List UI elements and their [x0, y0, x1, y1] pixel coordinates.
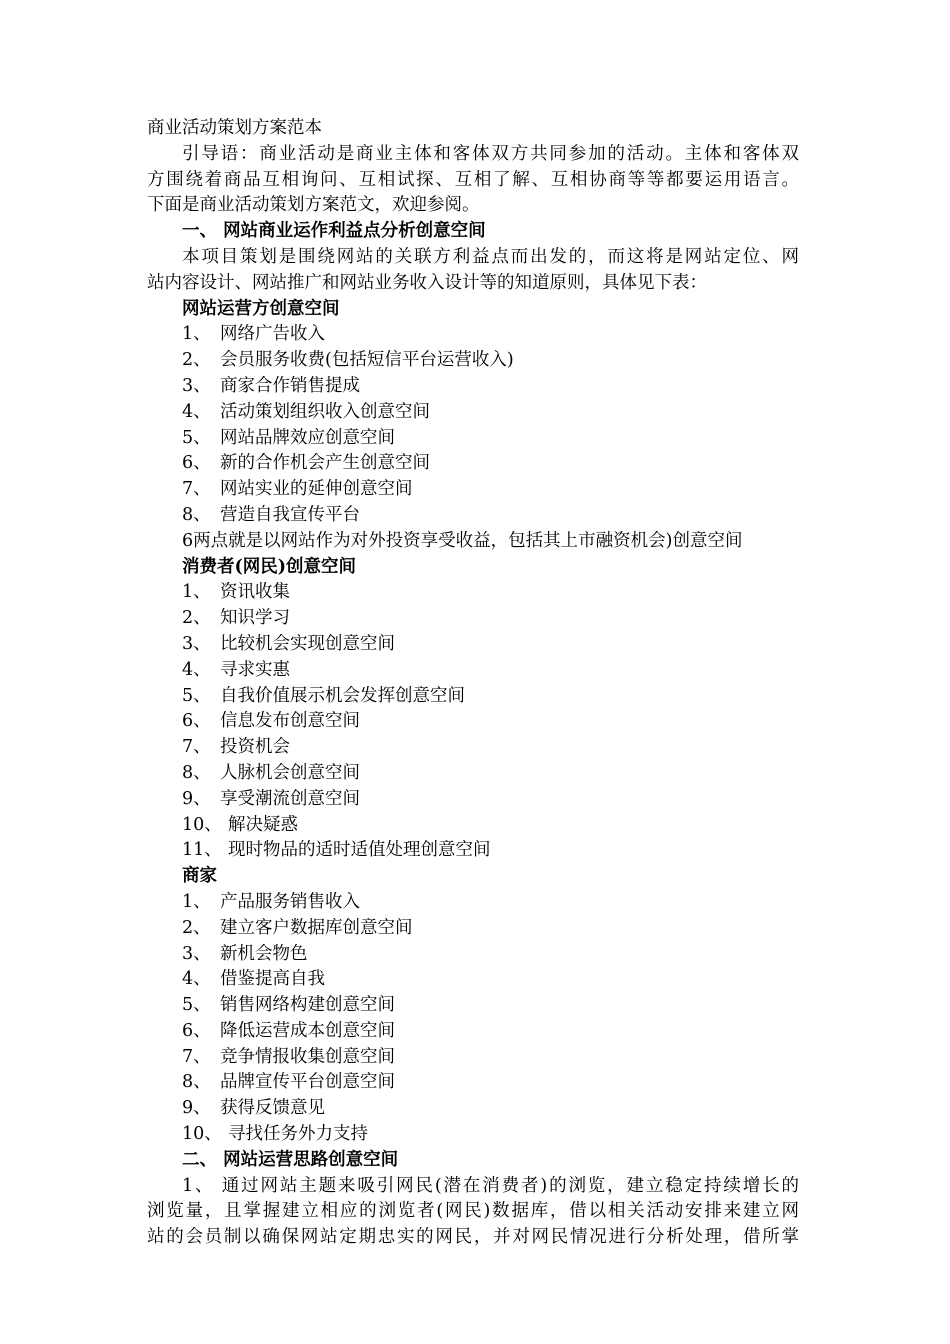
list-item: 4、 活动策划组织收入创意空间: [182, 401, 430, 422]
list-item: 2、 知识学习: [182, 608, 290, 629]
list-item: 7、 网站实业的延伸创意空间: [182, 479, 413, 500]
list-item: 6、 新的合作机会产生创意空间: [182, 453, 430, 474]
list-item: 10、 解决疑惑: [182, 814, 298, 835]
list-item: 7、 投资机会: [182, 737, 290, 758]
section1-para-line-1: 本项目策划是围绕网站的关联方利益点而出发的，而这将是网站定位、网: [182, 246, 799, 267]
list-item: 4、 借鉴提高自我: [182, 969, 325, 990]
list-item: 5、 自我价值展示机会发挥创意空间: [182, 685, 465, 706]
document-title: 商业活动策划方案范本: [147, 118, 322, 138]
list-item: 11、 现时物品的适时适值处理创意空间: [182, 840, 491, 861]
list-item: 7、 竞争情报收集创意空间: [182, 1046, 395, 1067]
list-item: 2、 会员服务收费(包括短信平台运营收入): [182, 350, 514, 371]
list-item: 9、 获得反馈意见: [182, 1098, 325, 1119]
intro-line-1: 引导语：商业活动是商业主体和客体双方共同参加的活动。主体和客体双: [182, 143, 799, 164]
list-item: 1、 网络广告收入: [182, 324, 325, 345]
list-item: 2、 建立客户数据库创意空间: [182, 917, 413, 938]
list-item: 3、 比较机会实现创意空间: [182, 633, 395, 654]
section1-para-line-2: 站内容设计、网站推广和网站业务收入设计等的知道原则，具体见下表：: [147, 272, 707, 293]
list-item: 8、 营造自我宣传平台: [182, 504, 360, 525]
section1-heading: 一、 网站商业运作利益点分析创意空间: [182, 221, 486, 242]
list-item: 3、 商家合作销售提成: [182, 375, 360, 396]
list-item: 10、 寻找任务外力支持: [182, 1124, 368, 1145]
section2-para-line-3: 站的会员制以确保网站定期忠实的网民，并对网民情况进行分析处理，借所掌: [147, 1227, 799, 1248]
consumer-heading: 消费者(网民)创意空间: [182, 556, 357, 577]
document-page: [147, 116, 799, 1251]
merchant-heading: 商家: [182, 866, 217, 887]
list-item: 8、 品牌宣传平台创意空间: [182, 1072, 395, 1093]
intro-line-3: 下面是商业活动策划方案范文，欢迎参阅。: [147, 195, 480, 216]
section2-para-line-2: 浏览量，且掌握建立相应的浏览者(网民)数据库，借以相关活动安排来建立网: [147, 1201, 799, 1222]
operator-heading: 网站运营方创意空间: [182, 298, 340, 319]
list-item: 6、 信息发布创意空间: [182, 711, 360, 732]
list-item: 5、 网站品牌效应创意空间: [182, 427, 395, 448]
section2-heading: 二、 网站运营思路创意空间: [182, 1149, 399, 1170]
intro-line-2: 方围绕着商品互相询问、互相试探、互相了解、互相协商等等都要运用语言。: [147, 169, 799, 190]
list-item: 1、 资讯收集: [182, 582, 290, 603]
list-item: 3、 新机会物色: [182, 943, 308, 964]
list-item: 8、 人脉机会创意空间: [182, 762, 360, 783]
list-item: 5、 销售网络构建创意空间: [182, 995, 395, 1016]
operator-note: 6两点就是以网站作为对外投资享受收益，包括其上市融资机会)创意空间: [182, 530, 743, 551]
list-item: 1、 产品服务销售收入: [182, 891, 360, 912]
section2-para-line-1: 1、 通过网站主题来吸引网民(潜在消费者)的浏览，建立稳定持续增长的: [182, 1175, 799, 1196]
list-item: 6、 降低运营成本创意空间: [182, 1020, 395, 1041]
list-item: 9、 享受潮流创意空间: [182, 788, 360, 809]
list-item: 4、 寻求实惠: [182, 659, 290, 680]
